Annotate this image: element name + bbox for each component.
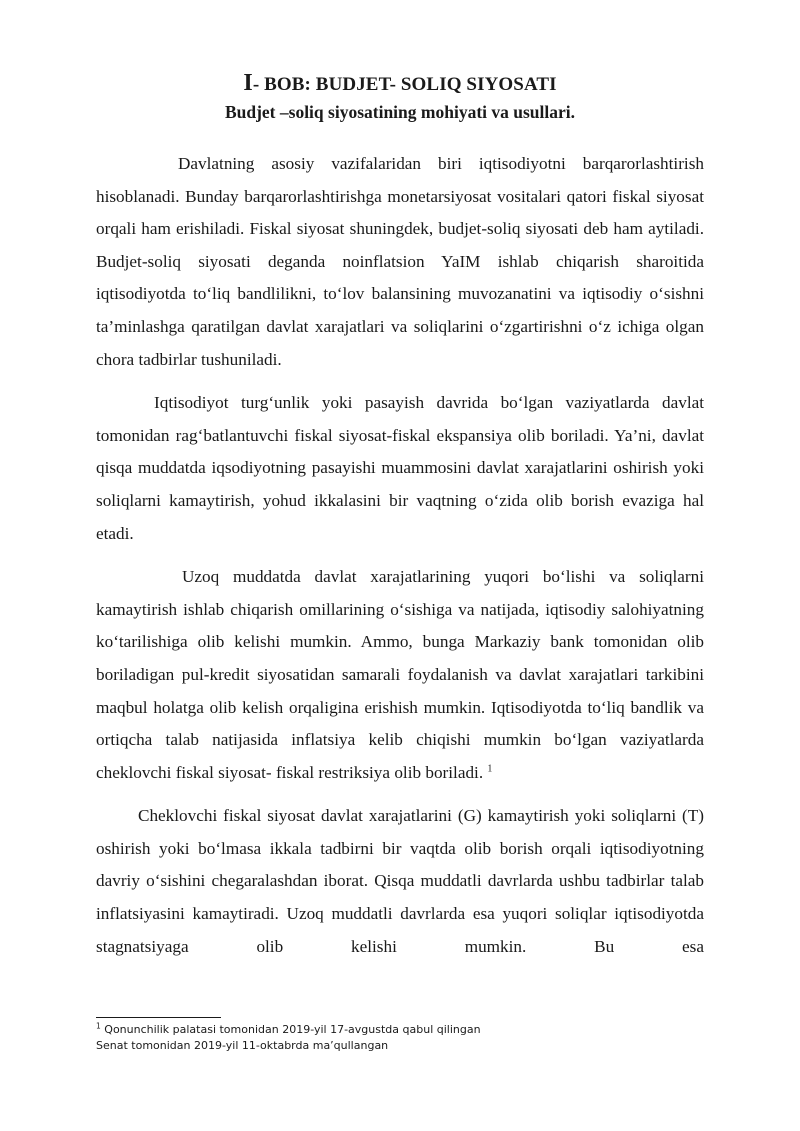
footnote-line-1 xyxy=(96,1022,696,1038)
footnote-reference[interactable]: 1 xyxy=(487,762,493,774)
paragraph-1: Davlatning asosiy vazifalaridan biri iqtisodiyotni barqarorlashtirish hisoblanadi. Bunday barqarorlashtirishga monetarsiyosat vositalari qatori fiskal siyosat orqali ham erishiladi. Fiskal siyosat shuningdek, budjet-soliq siyosati deb ham aytiladi. Budjet-soliq siyosati deganda noinflatsion YaIM ishlab chiqarish sharoitida iqtisodiyotda to‘liq bandlilikni, to‘lov balansining muvozanatini va iqtisodiy o‘sishni ta’minlashga qaratilgan davlat xarajatlari va soliqlarini o‘zgartirishni o‘z ichiga olgan chora tadbirlar tushuniladi. xyxy=(96,154,704,369)
section-subtitle: Budjet –soliq siyosatining mohiyati va usullari. xyxy=(224,102,576,122)
chapter-title xyxy=(0,70,800,97)
footnote-marker: 1 xyxy=(96,1021,101,1031)
paragraph-3-text: Uzoq muddatda davlat xarajatlarining yuqori bo‘lishi va soliqlarni kamaytirish ishlab chiqarish omillarining o‘sishiga va natijada, iqtisodiy salohiyatning ko‘tarilishiga olib kelishi mumkin. Ammo, bunga Markaziy bank tomonidan olib boriladigan pul-kredit siyosatidan samarali foydalanish va davlat xarajatlari tarkibini maqbul holatga olib kelish orqaligina erishish mumkin. Iqtisodiyotda to‘liq bandlik va ortiqcha talab natijasida inflatsiya kelib chiqishi mumkin bo‘lgan vaziyatlarda cheklovchi fiskal siyosat- fiskal restriksiya olib boriladi. xyxy=(96,567,704,782)
footnote xyxy=(96,1022,696,1054)
paragraph-4: Cheklovchi fiskal siyosat davlat xarajatlarini (G) kamaytirish yoki soliqlarni (T) oshirish yoki bo‘lmasa ikkala tadbirni bir vaqtda olib borish orqali iqtisodiyotning davriy o‘sishini chegaralashdan iborat. Qisqa muddatli davrlarda ushbu tadbirlar talab inflatsiyasini kamaytiradi. Uzoq muddatli davrlarda esa yuqori soliqlar iqtisodiyotda stagnatsiyaga olib kelishi mumkin. Bu esa xyxy=(96,806,704,956)
footnote-line-2: Senat tomonidan 2019-yil 11-oktabrda ma’qullangan xyxy=(96,1039,389,1052)
paragraph-2: Iqtisodiyot turg‘unlik yoki pasayish davrida bo‘lgan vaziyatlarda davlat tomonidan rag‘batlantuvchi fiskal siyosat-fiskal ekspansiya olib boriladi. Ya’ni, davlat qisqa muddatda iqsodiyotning pasayishi muammosini davlat xarajatlarini oshirish yoki soliqlarni kamaytirish, yohud ikkalasini bir vaqtning o‘zida olib borish evaziga hal etadi. xyxy=(96,393,704,543)
chapter-title-initial: I xyxy=(243,70,253,96)
body-text xyxy=(96,148,704,974)
paragraph-3 xyxy=(96,561,704,789)
footnote-separator xyxy=(96,1017,221,1018)
chapter-title-text: - BOB: BUDJET- SOLIQ SIYOSATI xyxy=(252,74,557,95)
footnote-line-1-text: Qonunchilik palatasi tomonidan 2019-yil 17-avgustda qabul qilingan xyxy=(104,1023,481,1036)
